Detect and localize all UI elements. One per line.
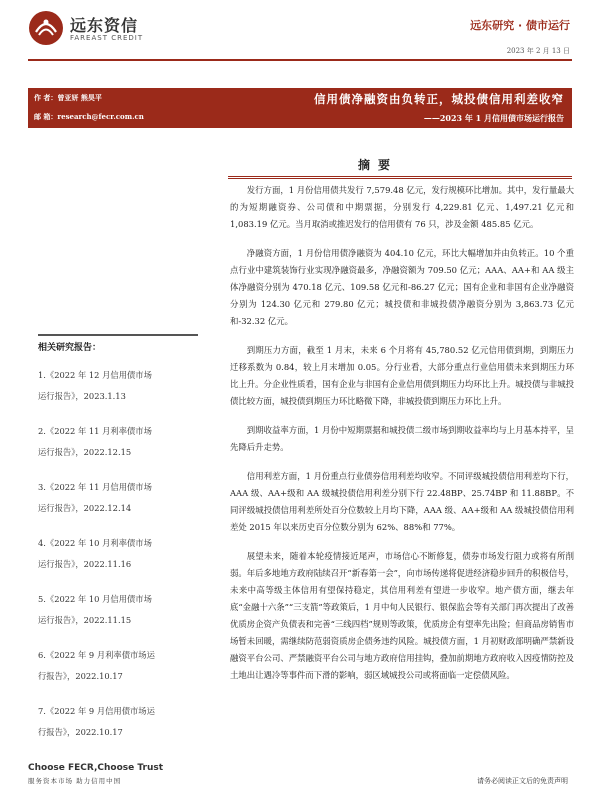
related-report-item[interactable]: 2.《2022 年 11 月利率债市场 运行报告》，2022.12.15	[38, 426, 152, 457]
authors: 作 者：曾亚妍 熊昊平	[34, 93, 102, 102]
paragraph-issuance: 发行方面，1 月份信用债共发行 7,579.48 亿元，发行规模环比增加。其中，发行量最大的为短期融资券、公司债和中期票据，分别发行 4,229.81 亿元、1,497.21 亿元和 1,083.19 亿元。当月取消或推迟发行的信用债有 76 只，涉及金额 485.85 亿元。	[230, 185, 574, 229]
related-report-item[interactable]: 6.《2022 年 9 月利率债市场运 行报告》，2022.10.17	[38, 650, 155, 681]
summary-heading: 摘要	[358, 158, 399, 172]
report-date: 2023 年 2 月 13 日	[506, 47, 570, 55]
title-banner	[28, 88, 572, 128]
paragraph-maturity-pressure: 到期压力方面，截至 1 月末，未来 6 个月将有 45,780.52 亿元信用债到期，到期压力迁移系数为 0.84，较上月末增加 0.05。分行业看，大部分重点行业信用债未来到期压力环比上升。分企业性质看，国有企业与非国有企业信用债到期压力均环比上升。城投债与非城投债比较方面，城投债到期压力环比略微下降，非城投债到期压力环比上升。	[230, 345, 574, 406]
logo-emblem-icon	[28, 10, 64, 46]
summary-divider-secondary	[228, 178, 572, 179]
contact-email: 邮 箱：research@fecr.com.cn	[34, 112, 144, 121]
summary-body	[230, 182, 574, 696]
paragraph-net-financing: 净融资方面，1 月份信用债净融资为 404.10 亿元，环比大幅增加并由负转正。10 个重点行业中建筑装饰行业实现净融资最多，净融资额为 709.50 亿元；AAA、AA+和 AA 级主体净融资分别为 470.18 亿元、109.58 亿元和-86.27 亿元；国有企业和非国有企业净融资分别为 124.30 亿元和 279.80 亿元；城投债和非城投债净融资分别为 3,863.73 亿元和-32.32 亿元。	[230, 248, 574, 326]
report-subtitle: ——2023 年 1 月信用债市场运行报告	[423, 113, 564, 123]
header-divider	[28, 59, 572, 61]
logo-text-en: FAREAST CREDIT	[70, 34, 144, 42]
related-report-item[interactable]: 1.《2022 年 12 月信用债市场 运行报告》，2023.1.13	[38, 370, 152, 401]
sidebar-divider	[38, 334, 198, 336]
paragraph-outlook: 展望未来，随着本轮疫情接近尾声，市场信心不断修复，债券市场发行阻力或将有所削弱。年后多地地方政府陆续召开“新春第一会”，向市场传递将促进经济稳步回升的积极信号，未来中高等级主体信用有望保持稳定，其信用利差有望进一步收窄。地产债方面，继去年底“金融十六条”“三支箭”等政策后，1 月中旬人民银行、银保监会等有关部门再次提出了改善优质房企资产负债表和完善“三线四档”规则等政策，优质房企有望率先出险；但商品房销售市场暂未回暖，需继续防范弱资质房企债务违约风险。城投债方面，1 月初财政部明确严禁新设融资平台公司、严禁融资平台公司与地方政府信用挂钩，叠加前期地方政府收入因疫情防控及土地出让遇冷等事件而下滑的影响，弱区域城投公司或将面临一定偿债风险。	[230, 551, 574, 680]
report-title: 信用债净融资由负转正，城投债信用利差收窄	[314, 92, 564, 106]
series-label: 远东研究 · 债市运行	[470, 19, 570, 32]
related-report-item[interactable]: 5.《2022 年 10 月信用债市场 运行报告》，2022.11.15	[38, 594, 152, 625]
related-report-item[interactable]: 4.《2022 年 10 月利率债市场 运行报告》，2022.11.16	[38, 538, 152, 569]
company-logo	[28, 10, 168, 46]
paragraph-yield: 到期收益率方面，1 月份中短期票据和城投债二级市场到期收益率均与上月基本持平，呈先降后升走势。	[230, 425, 574, 452]
footer-disclaimer[interactable]: 请务必阅读正文后的免责声明	[477, 777, 568, 785]
logo-text-cn: 远东资信	[70, 16, 139, 35]
footer-brand: Choose FECR,Choose Trust	[28, 763, 164, 773]
related-reports-sidebar	[38, 340, 198, 757]
related-report-item[interactable]: 3.《2022 年 11 月信用债市场 运行报告》，2022.12.14	[38, 482, 152, 513]
paragraph-credit-spread: 信用利差方面，1 月份重点行业债券信用利差均收窄。不同评级城投债信用利差均下行，AAA 级、AA+级和 AA 级城投债信用利差分别下行 22.48BP、25.74BP 和 11.88BP。不同评级城投债信用利差所处百分位数较上月均下降，AAA 级、AA+级和 AA 级城投债信用利差处 2015 年以来历史百分位数分别为 62%、88%和 77%。	[230, 471, 574, 532]
related-reports-heading: 相关研究报告：	[38, 343, 102, 353]
summary-divider	[228, 176, 572, 177]
footer-slogan: 服务资本市场 助力信用中国	[28, 777, 122, 785]
related-report-item[interactable]: 7.《2022 年 9 月信用债市场运 行报告》，2022.10.17	[38, 706, 155, 737]
